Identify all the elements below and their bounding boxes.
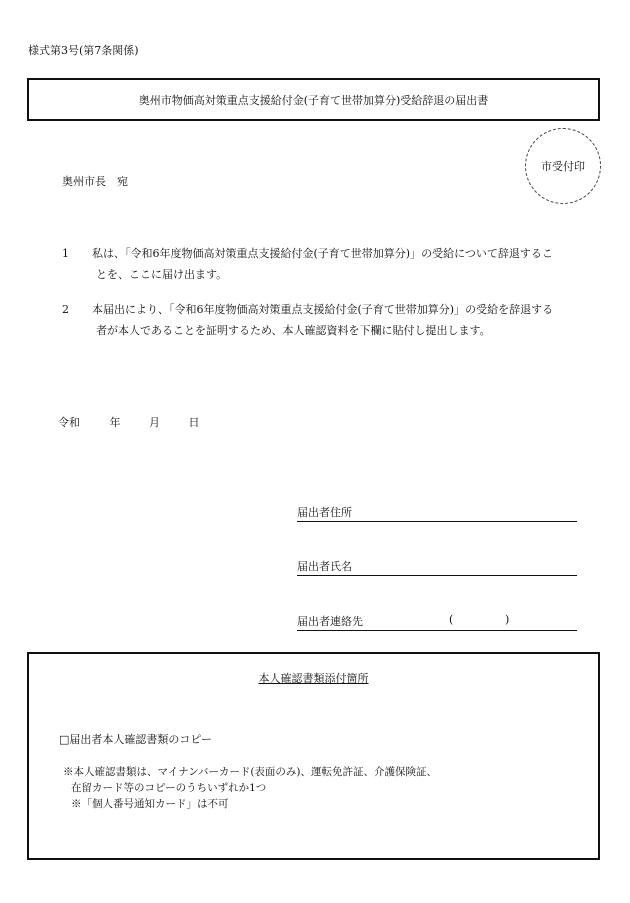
attachment-note: 在留カード等のコピーのうちいずれか1つ (71, 782, 267, 794)
item-number: 2 (62, 303, 69, 316)
date-year-field[interactable]: 年 (109, 416, 121, 429)
identity-document-attachment-area (27, 652, 600, 860)
applicant-contact-field[interactable] (297, 613, 577, 631)
attachment-notes (63, 764, 437, 812)
applicant-address-label: 届出者住所 (297, 506, 352, 519)
item-text-line: 者が本人であることを証明するため、本人確認資料を下欄に貼付し提出します。 (96, 324, 491, 337)
item-number: 1 (62, 247, 69, 260)
contact-paren-close: ) (505, 613, 510, 626)
attachment-title-text: 本人確認書類添付箇所 (258, 672, 369, 685)
applicant-contact-label: 届出者連絡先 (297, 615, 363, 628)
attachment-note: ※「個人番号通知カード」は不可 (71, 798, 229, 810)
addressee: 奥州市長 宛 (62, 175, 128, 188)
date-month-field[interactable]: 月 (149, 416, 160, 429)
item-text (92, 243, 582, 285)
date-line (58, 414, 200, 430)
item-text-line: 私は、「令和6年度物価高対策重点支援給付金(子育て世帯加算分)」の受給について辞退するこ (92, 247, 553, 260)
document-title: 奥州市物価高対策重点支援給付金(子育て世帯加算分)受給辞退の届出書 (138, 93, 489, 107)
receipt-stamp-circle (525, 128, 601, 204)
attachment-title (29, 670, 598, 686)
applicant-address-field[interactable] (297, 504, 577, 522)
item-text-line: 本届出により、「令和6年度物価高対策重点支援給付金(子育て世帯加算分)」の受給を辞退する (92, 303, 554, 316)
attachment-note: ※本人確認書類は、マイナンバーカード(表面のみ)、運転免許証、介護保険証、 (63, 766, 438, 778)
item-text (92, 299, 582, 341)
declaration-item-2 (62, 299, 582, 341)
applicant-name-field[interactable] (297, 558, 577, 576)
identity-copy-checkbox[interactable]: □届出者本人確認書類のコピー (59, 733, 212, 746)
document-title-box (27, 78, 600, 121)
item-text-line: とを、ここに届け出ます。 (96, 268, 228, 281)
form-number: 様式第3号(第7条関係) (28, 44, 139, 57)
date-era: 令和 (58, 416, 80, 429)
applicant-name-label: 届出者氏名 (297, 560, 352, 573)
declaration-item-1 (62, 243, 582, 285)
date-day-field[interactable]: 日 (188, 416, 200, 429)
receipt-stamp-label: 市受付印 (541, 160, 585, 173)
contact-paren-open: ( (449, 613, 454, 626)
